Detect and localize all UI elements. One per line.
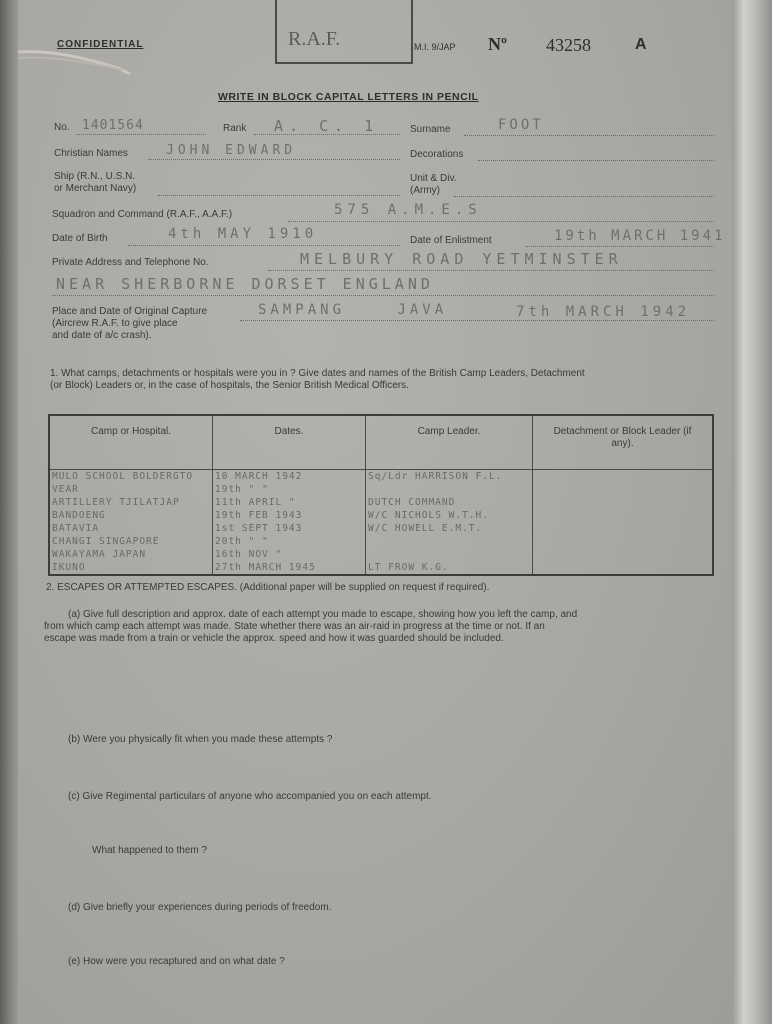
question-2a-line3: escape was made from a train or vehicle the approx. speed and how it was guarded should be included. <box>44 633 504 644</box>
date-of-birth-value: 4th MAY 1910 <box>168 226 318 242</box>
form-number: 43258 <box>546 35 591 55</box>
camp-entry: MULO SCHOOL BOLDERGTO <box>52 471 194 482</box>
address-value-line2: NEAR SHERBORNE DORSET ENGLAND <box>56 275 434 293</box>
date-entry: 19th FEB 1943 <box>215 510 303 521</box>
camp-entry: IKUNO <box>52 562 86 573</box>
squadron-label: Squadron and Command (R.A.F., A.A.F.) <box>52 209 233 220</box>
camp-entry: ARTILLERY TJILATJAP <box>52 497 180 508</box>
question-2b: (b) Were you physically fit when you made these attempts ? <box>68 734 333 745</box>
leader-entry: LT FROW K.G. <box>368 562 449 573</box>
capture-place-value: SAMPANG JAVA <box>258 302 448 318</box>
question-2a-line2: from which camp each attempt was made. State whether there was an air-raid in progress at the time or not. If an <box>44 621 545 632</box>
leader-entry <box>368 535 530 548</box>
question-2c: (c) Give Regimental particulars of anyone who accompanied you on each attempt. <box>68 791 432 802</box>
ship-label-line2: or Merchant Navy) <box>54 183 137 194</box>
unit-label-line1: Unit & Div. <box>410 173 457 184</box>
camp-entry: WAKAYAMA JAPAN <box>52 549 147 560</box>
instruction-heading: WRITE IN BLOCK CAPITAL LETTERS IN PENCIL <box>218 91 479 103</box>
camp-entry: BATAVIA <box>52 523 100 534</box>
date-entry: 1st SEPT 1943 <box>215 523 303 534</box>
enlistment-value: 19th MARCH 1941 <box>554 228 726 244</box>
question-2-title: 2. ESCAPES OR ATTEMPTED ESCAPES. (Additional paper will be supplied on request if required). <box>46 582 490 593</box>
enlistment-label: Date of Enlistment <box>410 235 492 246</box>
dates-header: Dates. <box>213 415 366 470</box>
camp-column <box>49 470 213 576</box>
unit-label-line2: (Army) <box>410 185 440 196</box>
christian-names-value: JOHN EDWARD <box>166 143 297 158</box>
dates-column <box>213 470 366 576</box>
date-entry: 10 MARCH 1942 <box>215 471 303 482</box>
date-entry: 19th " " <box>215 484 269 495</box>
decorations-label: Decorations <box>410 149 464 160</box>
camp-entry: BANDOENG <box>52 510 106 521</box>
service-number-label: No. <box>54 122 70 133</box>
camp-header: Camp or Hospital. <box>49 415 213 470</box>
form-suffix: A <box>635 36 647 53</box>
question-1-line1: 1. What camps, detachments or hospitals were you in ? Give dates and names of the British Camp Leaders, Detachment <box>50 368 585 379</box>
camp-entry: CHANGI SINGAPORE <box>52 536 160 547</box>
classification-label: CONFIDENTIAL <box>57 39 144 50</box>
camp-leader-header: Camp Leader. <box>366 415 533 470</box>
capture-date-value: 7th MARCH 1942 <box>516 304 691 320</box>
leader-entry: Sq/Ldr HARRISON F.L. <box>368 471 503 482</box>
address-label: Private Address and Telephone No. <box>52 257 209 268</box>
leader-entry <box>368 483 530 496</box>
leader-entry: W/C HOWELL E.M.T. <box>368 523 483 534</box>
service-number-value: 1401564 <box>82 118 144 133</box>
form-reference: M.I. 9/JAP <box>414 42 456 52</box>
camp-entry: VEAR <box>52 484 79 495</box>
question-2e: (e) How were you recaptured and on what date ? <box>68 956 285 967</box>
christian-names-label: Christian Names <box>54 148 128 159</box>
binding-string <box>18 46 138 76</box>
surname-label: Surname <box>410 124 451 135</box>
leader-entry: DUTCH COMMAND <box>368 497 456 508</box>
detachment-leader-header: Detachment or Block Leader (if any). <box>533 415 714 470</box>
date-entry: 20th " " <box>215 536 269 547</box>
date-entry: 27th MARCH 1945 <box>215 562 316 573</box>
capture-label-line1: Place and Date of Original Capture <box>52 306 208 317</box>
question-1-line2: (or Block) Leaders or, in the case of hospitals, the Senior British Medical Officers. <box>50 380 409 391</box>
rank-label: Rank <box>223 123 247 134</box>
form-sheet <box>18 0 742 1024</box>
date-entry: 16th NOV " <box>215 549 283 560</box>
detachment-column <box>533 470 714 576</box>
rank-value: A. C. 1 <box>274 117 380 135</box>
question-2a-line1: (a) Give full description and approx. date of each attempt you made to escape, showing how you left the camp, and <box>68 609 578 620</box>
capture-label-line2: (Aircrew R.A.F. to give place <box>52 318 178 329</box>
raf-stamp: R.A.F. <box>288 28 341 50</box>
ship-label-line1: Ship (R.N., U.S.N. <box>54 171 136 182</box>
date-entry: 11th APRIL " <box>215 497 296 508</box>
question-2d: (d) Give briefly your experiences during periods of freedom. <box>68 902 332 913</box>
question-2c-followup: What happened to them ? <box>92 845 208 856</box>
date-of-birth-label: Date of Birth <box>52 233 108 244</box>
page-edges <box>732 0 772 1024</box>
surname-value: FOOT <box>498 117 544 133</box>
number-label: Nº <box>488 34 507 54</box>
camps-table <box>48 414 714 576</box>
leader-entry: W/C NICHOLS W.T.H. <box>368 510 489 521</box>
address-value-line1: MELBURY ROAD YETMINSTER <box>300 250 623 268</box>
squadron-value: 575 A.M.E.S <box>334 202 482 218</box>
leader-column <box>366 470 533 576</box>
capture-label-line3: and date of a/c crash). <box>52 330 152 341</box>
leader-entry <box>368 548 530 561</box>
